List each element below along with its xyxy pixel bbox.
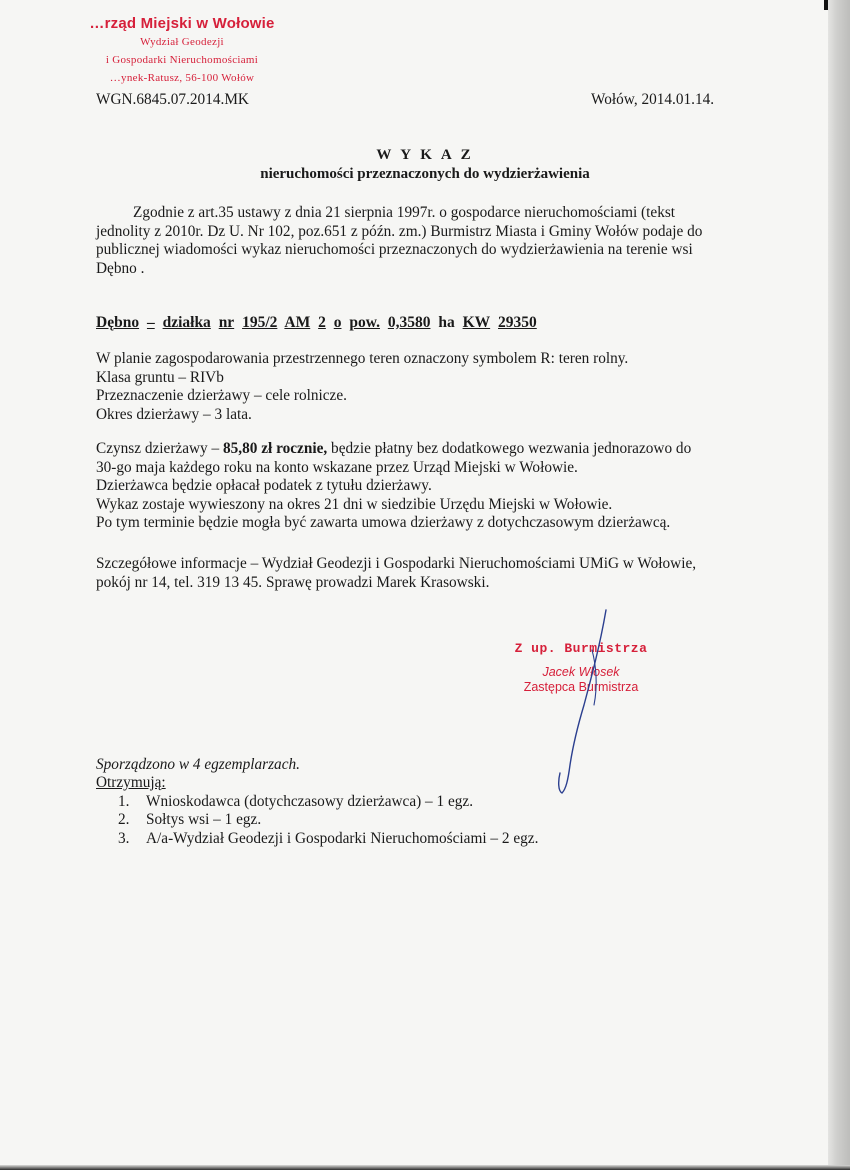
stamp-department: Wydział Geodezji: [140, 36, 224, 48]
plot-word: pow.: [349, 314, 380, 331]
intro-line: Dębno .: [96, 259, 145, 277]
rent-detail-line: Dzierżawca będzie opłacał podatek z tytułu dzierżawy.: [96, 477, 432, 494]
scan-edge-right: [828, 0, 850, 1170]
recipients-list: [96, 774, 538, 848]
scan-corner-mark: [824, 0, 828, 10]
rent-paragraph: [96, 440, 691, 533]
intro-paragraph: [96, 204, 702, 278]
intro-line: Zgodnie z art.35 ustawy z dnia 21 sierpnia 1997r. o gospodarce nieruchomościami (tekst: [133, 204, 676, 221]
contact-line: pokój nr 14, tel. 319 13 45. Sprawę prowadzi Marek Krasowski.: [96, 573, 490, 591]
signatory-name: Jacek Włosek: [542, 665, 620, 679]
place-date: Wołów, 2014.01.14.: [591, 91, 715, 108]
list-item-number: 3.: [118, 829, 130, 847]
plot-word: nr: [218, 314, 235, 331]
intro-line: jednolity z 2010r. Dz U. Nr 102, poz.651 z późn. zm.) Burmistrz Miasta i Gminy Wołów podaje do: [96, 222, 703, 240]
recipients-heading: Otrzymują:: [96, 774, 166, 791]
list-item-text: Sołtys wsi – 1 egz.: [146, 811, 262, 828]
plot-word: KW: [462, 314, 491, 331]
stamp-address: …ynek-Ratusz, 56-100 Wołów: [109, 72, 255, 84]
plot-unit: ha: [438, 314, 455, 331]
list-item: [96, 830, 538, 849]
detail-line: Klasa gruntu – RIVb: [96, 368, 224, 386]
document-title: W Y K A Z: [376, 147, 474, 163]
plot-number: 195/2: [242, 314, 278, 331]
signatory-title: Zastępca Burmistrza: [523, 680, 639, 694]
detail-line: W planie zagospodarowania przestrzennego teren oznaczony symbolem R: teren rolny.: [96, 350, 629, 367]
scan-edge-bottom: [0, 1165, 850, 1170]
reference-number: WGN.6845.07.2014.MK: [96, 91, 249, 108]
stamp-department-2: i Gospodarki Nieruchomościami: [105, 54, 259, 66]
copies-note: Sporządzono w 4 egzemplarzach.: [96, 756, 300, 773]
plot-word: o: [333, 314, 342, 331]
plot-word: AM: [284, 314, 311, 331]
rent-line: [96, 440, 691, 459]
plot-area: 0,3580: [387, 314, 431, 331]
plot-land-register: 29350: [498, 314, 537, 331]
stamp-office-name: …rząd Miejski w Wołowie: [89, 15, 275, 32]
plot-map-number: 2: [318, 314, 326, 331]
plot-village: Dębno: [96, 314, 140, 331]
list-item: [96, 811, 538, 830]
document-subtitle: nieruchomości przeznaczonych do wydzierżawienia: [260, 166, 590, 182]
plot-details: [96, 350, 628, 424]
intro-line: publicznej wiadomości wykaz nieruchomości przeznaczonych do wydzierżawienia na terenie wsi: [96, 241, 693, 258]
plot-word: działka: [162, 314, 211, 331]
signature-authority: Z up. Burmistrza: [514, 641, 648, 656]
plot-separator: –: [146, 314, 155, 331]
list-item-number: 2.: [118, 811, 130, 828]
office-stamp: [82, 14, 282, 87]
rent-amount: 85,80 zł rocznie,: [223, 440, 328, 457]
contact-line: Szczegółowe informacje – Wydział Geodezji i Gospodarki Nieruchomościami UMiG w Wołowie,: [96, 555, 697, 572]
contact-info: [96, 555, 696, 592]
list-item: [96, 793, 538, 812]
rent-detail-line: Wykaz zostaje wywieszony na okres 21 dni w siedzibie Urzędu Miejski w Wołowie.: [96, 495, 613, 513]
plot-heading: [96, 314, 541, 332]
recipients-items: [96, 793, 538, 849]
rent-pre: Czynsz dzierżawy –: [96, 440, 223, 457]
list-item-text: Wnioskodawca (dotychczasowy dzierżawca) – 1 egz.: [146, 792, 474, 810]
list-item-text: A/a-Wydział Geodezji i Gospodarki Nieruchomościami – 2 egz.: [146, 829, 539, 847]
list-item-number: 1.: [118, 792, 130, 810]
rent-detail-line: Po tym terminie będzie mogła być zawarta umowa dzierżawy z dotychczasowym dzierżawcą.: [96, 514, 671, 531]
detail-line: Przeznaczenie dzierżawy – cele rolnicze.: [96, 387, 347, 404]
rent-post: będzie płatny bez dodatkowego wezwania jednorazowo do: [327, 440, 692, 457]
detail-line: Okres dzierżawy – 3 lata.: [96, 405, 252, 423]
handwritten-signature: [540, 605, 620, 795]
rent-detail-line: 30-go maja każdego roku na konto wskazane przez Urząd Miejski w Wołowie.: [96, 458, 578, 476]
